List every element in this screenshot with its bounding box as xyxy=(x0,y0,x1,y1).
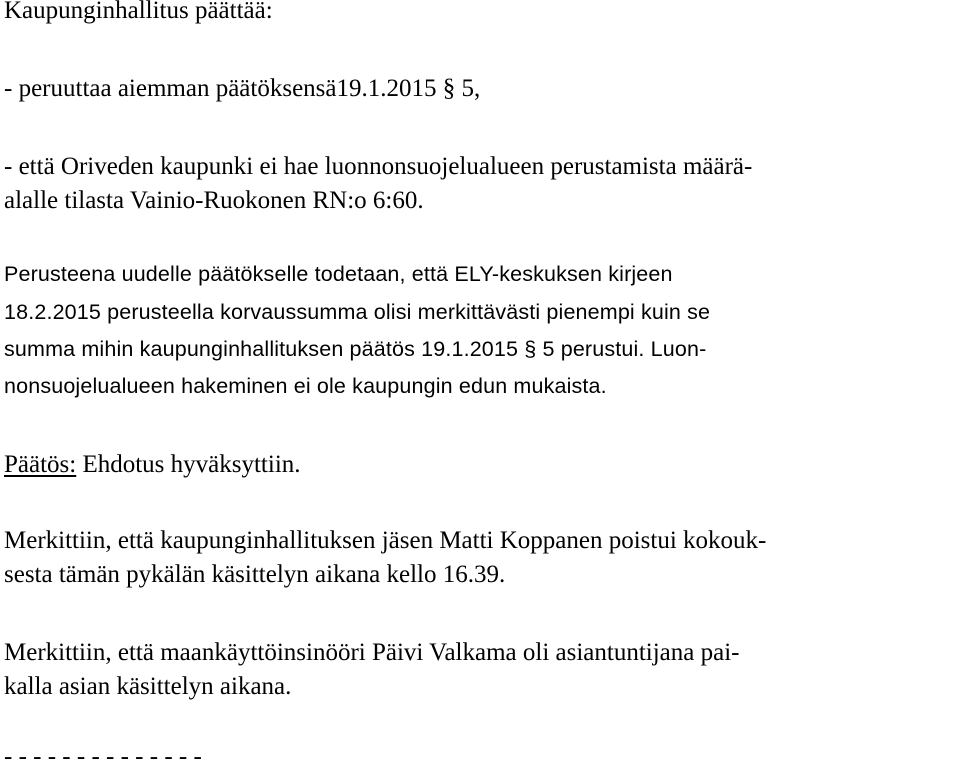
decision-line xyxy=(4,452,301,477)
decision-label: Päätös: xyxy=(4,451,77,478)
note-1-line-2: sesta tämän pykälän käsittelyn aikana kello 16.39. xyxy=(4,561,506,588)
decision-text: Ehdotus hyväksyttiin. xyxy=(76,451,301,478)
heading: Kaupunginhallitus päättää: xyxy=(4,0,273,24)
separator-line: - - - - - - - - - - - - - - xyxy=(4,743,202,770)
note-2-line-1: Merkittiin, että maankäyttöinsinööri Päivi Valkama oli asiantuntijana pai- xyxy=(4,639,740,666)
reason-line-4: nonsuojelualueen hakeminen ei ole kaupungin edun mukaista. xyxy=(4,374,607,398)
reason-line-1: Perusteena uudelle päätökselle todetaan, että ELY-keskuksen kirjeen xyxy=(4,262,673,286)
decision-item-2-line-2: alalle tilasta Vainio-Ruokonen RN:o 6:60. xyxy=(4,187,424,214)
note-2-line-2: kalla asian käsittelyn aikana. xyxy=(4,673,292,700)
reason-line-2: 18.2.2015 perusteella korvaussumma olisi merkittävästi pienempi kuin se xyxy=(4,300,711,324)
note-1-line-1: Merkittiin, että kaupunginhallituksen jäsen Matti Koppanen poistui kokouk- xyxy=(4,527,767,554)
decision-item-2-line-1: - että Oriveden kaupunki ei hae luonnonsuojelualueen perustamista määrä- xyxy=(4,153,753,180)
reason-line-3: summa mihin kaupunginhallituksen päätös 19.1.2015 § 5 perustui. Luon- xyxy=(4,337,707,361)
decision-item-1: - peruuttaa aiemman päätöksensä19.1.2015 § 5, xyxy=(4,75,481,102)
